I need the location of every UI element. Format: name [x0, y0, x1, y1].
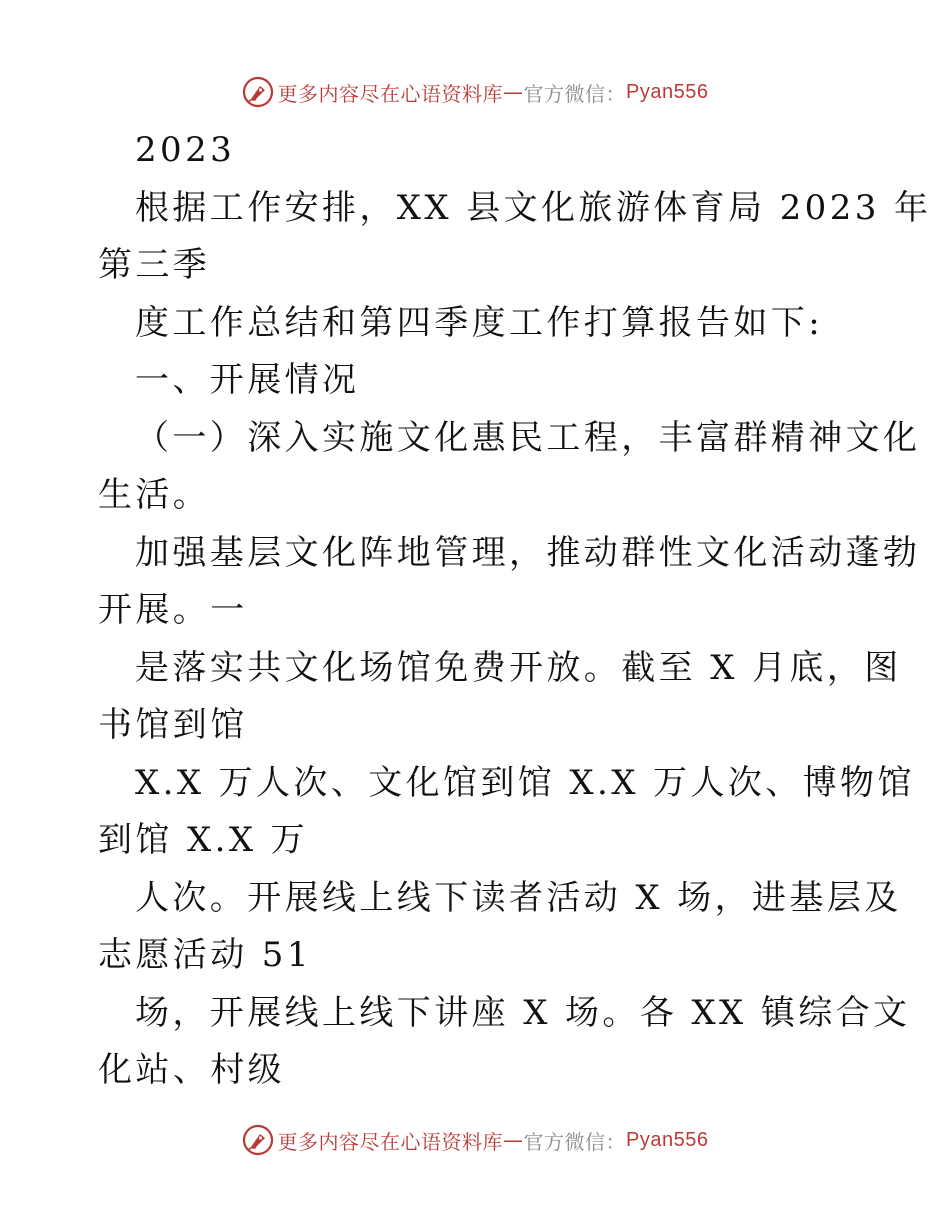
doc-line: 到馆 X.X 万 — [98, 820, 309, 860]
doc-line: 度工作总结和第四季度工作打算报告如下: — [135, 302, 824, 343]
watermark-separator: — — [503, 80, 524, 104]
doc-line: 人次。开展线上线下读者活动 X 场，进基层及 — [135, 877, 902, 918]
doc-line: 开展。一 — [98, 590, 248, 630]
doc-line: X.X 万人次、文化馆到馆 X.X 万人次、博物馆 — [135, 762, 915, 803]
watermark-main-text: 更多内容尽在心语资料库 — [277, 1129, 504, 1154]
doc-line: 是落实共文化场馆免费开放。截至 X 月底，图 — [135, 647, 902, 688]
watermark-suffix-text: 官方微信： — [523, 81, 627, 106]
doc-line: 加强基层文化阵地管理，推动群性文化活动蓬勃 — [135, 532, 921, 573]
doc-line: 第三季 — [98, 245, 211, 285]
subsection-heading: （一）深入实施文化惠民工程，丰富群精神文化 — [135, 417, 921, 458]
watermark-separator: — — [503, 1128, 524, 1152]
header-watermark — [0, 70, 950, 114]
doc-line: 场，开展线上线下讲座 X 场。各 XX 镇综合文 — [135, 992, 911, 1033]
watermark-main-text: 更多内容尽在心语资料库 — [277, 81, 504, 106]
document-body — [98, 122, 932, 1100]
doc-line: 根据工作安排，XX 县文化旅游体育局 2023 年 — [135, 187, 932, 228]
pen-nib-logo-icon — [242, 1124, 274, 1156]
doc-line: 志愿活动 51 — [98, 935, 312, 975]
pen-nib-logo-icon — [242, 76, 274, 108]
doc-line: 2023 — [135, 130, 236, 170]
doc-line: 生活。 — [98, 475, 211, 515]
section-heading: 一、开展情况 — [135, 360, 360, 400]
watermark-wechat-id: Pyan556 — [626, 1128, 709, 1151]
watermark-wechat-id: Pyan556 — [626, 80, 709, 103]
footer-watermark — [0, 1118, 950, 1162]
doc-line: 化站、村级 — [98, 1050, 285, 1090]
watermark-suffix-text: 官方微信： — [523, 1129, 627, 1154]
doc-line: 书馆到馆 — [98, 705, 248, 745]
